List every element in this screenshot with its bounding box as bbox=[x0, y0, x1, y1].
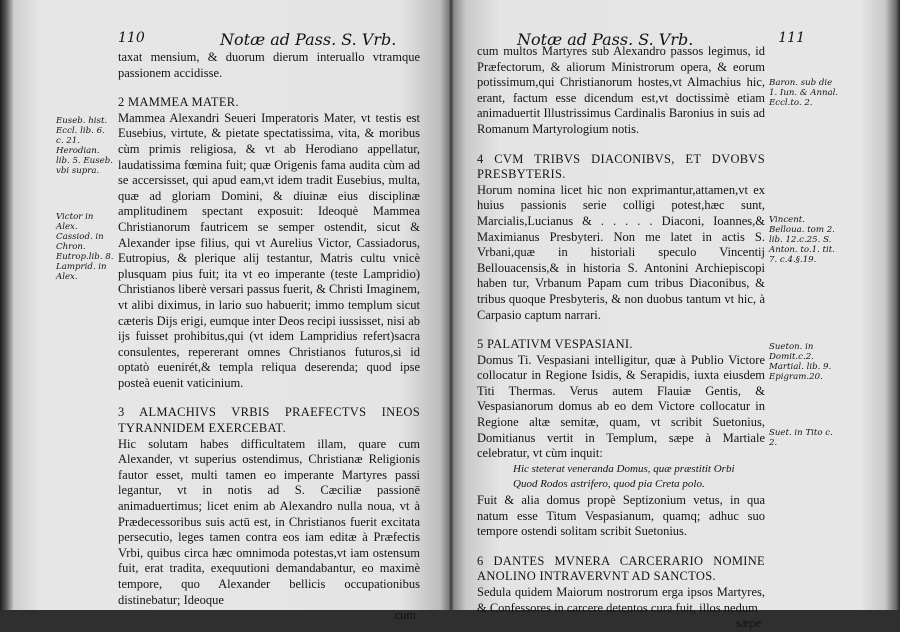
section-6-heading: 6 DANTES MVNERA CARCERARIO NOMINE ANOLINO INTRAVERVNT AD SANCTOS. bbox=[477, 553, 765, 584]
section-5-heading: 5 PALATIVM VESPASIANI. bbox=[477, 337, 633, 352]
right-page bbox=[455, 0, 890, 631]
left-section-3 bbox=[118, 405, 420, 608]
section-5-text: Domus Ti. Vespasiani intelligitur, quæ à Publio Victore collocatur in Regione Isidis, & Serapidis, iuxta eiusdem Titi Thermas. Verus autem Flauiæ Gentis, & Vespasianorum domus ab eo dem Victore collocatur in Regione altæ semitæ, quam, vt scribit Suetonius, Domitianus vertit in Templum, sæpe à Martiale celebratur, vt cùm inquit: bbox=[477, 352, 765, 461]
right-margin-note-2: Vincent. Belloua. tom 2. lib. 12.c.25. S. Anton. to.1. tit. 7. c.4.§.19. bbox=[769, 215, 835, 265]
left-margin-note-2: Victor in Alex. Cassiod. in Chron. Eutrop.lib. 8. Lamprid. in Alex. bbox=[56, 212, 114, 282]
martial-quote-line-1: Hic steterat veneranda Domus, quæ præstitit Orbi bbox=[513, 462, 735, 475]
right-page-number: 111 bbox=[778, 30, 805, 46]
section-4-heading: 4 CVM TRIBVS DIACONIBVS, ET DVOBVS PRESBYTERIS. bbox=[477, 151, 765, 182]
right-margin-note-3: Sueton. in Domit.c.2. Martial. lib. 9. Epigram.20. bbox=[769, 342, 832, 382]
section-2-text: Mammea Alexandri Seueri Imperatoris Mater, vt testis est Eusebius, virtute, & pietate spectatissima, vita, & moribus cùm primis religiosa, & vt ab Herodiano appellatur, laudatissima fœmina fuit; quæ Origenis fama audita cùm ad se accersisset, qui apud eam,vt idem tradit Eusebius, multa, quæ ad gloriam Domini, & diuinæ eius disciplinæ amplitudinem spectant exposuit: Ideoquè Mammea Christianorum fautricem se semper ostendit, sicut & Alexander ipse filius, qui vt Aurelius Victor, Cassiadorus, Eutropius, & plerique alij testantur, Matris cultu vnicè plusquam pius fuit; ita vt eo imperante (teste Lampridio) Christianos liberè versari passus fuerit, & Christi Imaginem, vt alibi diximus, in lario suo habuerit; immo templum sicut cæteris Dijs erigi, eumque inter Deos recipi iussisset, nisi ab ijs fuisset prohibitus,qui (vt idem Lampridius refert)sacra consulentes, repererant omnes Christianos futuros,si id optatò euenirét,& templa reliqua deserenda; quod ipse posteà euenit vaticinium. bbox=[118, 110, 420, 390]
left-page bbox=[10, 0, 445, 623]
right-section-6 bbox=[477, 554, 765, 616]
section-5-after-text: Fuit & alia domus propè Septizonium vetus, in qua natum esse Titum Vespasianum, quamq; adhuc suo tempore ostendi solitam scribit Suetonius. bbox=[477, 493, 765, 539]
right-body-text bbox=[477, 44, 765, 632]
left-body-text bbox=[118, 50, 420, 624]
section-3-text: Hic solutam habes difficultatem illam, quare cum Alexander, vt superius ostendimus, Christianæ Religionis fautor esset, multi tamen eo imperante Martyres passi legantur, vt in notis ad S. Cæciliæ passionē animaduertimus; licet enim ab Alexandro nulla noua, vt à Prædecessoribus suis actū est, in Christianos fuerit excitata persecutio, leges tamen contra eos iam editæ à Præfectis Vrbi, quibus circa hæc omnimoda potestas,vt iam ostensum fuit, erat tradita, exequutioni demandabantur, eo maximè tempore, quo Alexander bellicis occupationibus distinebatur; Ideoque bbox=[118, 436, 420, 607]
left-catchword: cum bbox=[394, 608, 416, 623]
right-margin-note-1: Baron. sub die 1. Iun. & Annal. Eccl.to. 2. bbox=[769, 78, 839, 108]
right-section-5 bbox=[477, 337, 765, 540]
right-running-head: Notæ ad Pass. S. Vrb. bbox=[517, 30, 694, 49]
right-margin-note-4: Suet. in Tito c. 2. bbox=[769, 428, 833, 448]
left-page-number: 110 bbox=[118, 30, 145, 46]
right-opening-paragraph: cum multos Martyres sub Alexandro passos legimus, id Præfectorum, & aliorum Ministrorum opera, & eorum potissimum,qui Christianorum hostes,vt Almachius hic, erant, factum esse dicendum est,vt doctissimè etiam animaduertit Illustrissimus Cardinalis Baronius in suis ad Romanum Martyrologium notis. bbox=[477, 44, 765, 136]
section-2-heading: 2 MAMMEA MATER. bbox=[118, 95, 239, 110]
section-3-heading: 3 ALMACHIVS VRBIS PRAEFECTVS INEOS TYRANNIDEM EXERCEBAT. bbox=[118, 405, 420, 436]
section-4-text: Horum nomina licet hic non exprimantur,attamen,vt ex huius passionis serie colligi potest,hæc sunt, Marcialis,Lucianus & . . . . . Diaconi, Ioannes,& Maximianus Presbyteri. Non me latet in actis S. Vrbani,quæ in historiali speculo Vincentij Bellouacensis,& in historia S. Antonini Archiepiscopi haben tur, Vrbanum Papam cum tribus Diaconibus, & tribus quoque Presbyteris, & non duobus tantum vt hic, à Carpasio captum narrari. bbox=[477, 182, 765, 322]
section-6-text: Sedula quidem Maiorum nostrorum erga ipsos Martyres, & Confessores in carcere detentos cura fuit, illos nedum bbox=[477, 585, 765, 615]
left-opening-paragraph: taxat mensium, & duorum dierum interuallo vtramque passionem accidisse. bbox=[118, 50, 420, 80]
left-running-head: Notæ ad Pass. S. Vrb. bbox=[220, 30, 397, 49]
right-section-4 bbox=[477, 152, 765, 324]
right-catchword: sæpe bbox=[736, 616, 761, 631]
left-section-2 bbox=[118, 95, 420, 391]
left-margin-note-1: Euseb. hist. Eccl. lib. 6. c. 21. Herodian. lib. 5. Euseb. vbi supra. bbox=[56, 116, 113, 176]
martial-quote-line-2: Quod Rodos astrifero, quod pia Creta polo. bbox=[513, 478, 705, 491]
left-header bbox=[118, 30, 418, 52]
